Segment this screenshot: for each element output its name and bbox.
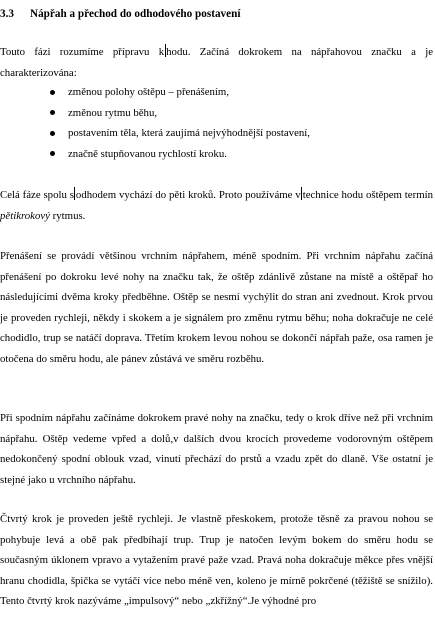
intro-text-end: hodu. Začíná dokrokem na nápřahovou značku a je charakterizována: [0,46,433,79]
carry-paragraph: Přenášení se provádí většinou vrchním nápřahem, méně spodním. Při vrchním nápřahu začíná přenášení po dokroku levé nohy na značku tak, že oštěp zdánlivě zůstane na místě a oštěpař ho následujícími dvěma kroky předběhne. Oštěp se nesmí vychýlit do stran ani zvednout. Krok prvou je proveden rychleji, někdy i skokem a je signálem pro změnu rytmu běhu; noha dokračuje ne celé chodidlo, trup se natáčí doprava. Třetím krokem levou nohou se dokončí nápřah paže, osa ramen je otočena do směru hodu, ale pánev zůstává ve směru rozběhu. [0,250,433,365]
intro-text-start: Touto fázi rozumíme přípravu k [0,46,165,58]
rhythm-text-1: Celá fáze spolu s [0,189,74,201]
section-title: Nápřah a přechod do odhodového postavení [30,8,241,20]
list-item: změnou polohy oštěpu – přenášením, [50,82,310,103]
underarm-paragraph: Při spodním nápřahu začínáme dokrokem pravé nohy na značku, tedy o krok dříve než při vrchním nápřahu. Oštěp vedeme vpřed a dolů,v dalších dvou krocích provedeme vodorovným oštěpem nedokončený spodní oblouk vzad, vinutí přechází do prstů a vzadu zpět do dlaně. Vše ostatní je stejné jako u vrchního nápřahu. [0,412,433,486]
rhythm-text-3: technice hodu oštěpem termín [302,189,433,201]
rhythm-paragraph [0,185,433,226]
characteristics-list [50,82,310,164]
section-heading [0,4,240,25]
list-item: postavením těla, která zaujímá nejvýhodnější postavení, [50,123,310,144]
list-item: změnou rytmu běhu, [50,103,310,124]
list-item: značně stupňovanou rychlostí kroku. [50,144,310,165]
rhythm-term: pětikrokový [0,209,50,222]
rhythm-text-4: rytmus. [52,209,86,222]
fourth-step-paragraph: Čtvrtý krok je proveden ještě rychleji. Je vlastně přeskokem, protože těsně za pravou nohou se pohybuje levá a obě pak předbíhají trup. Trup je natočen levým bokem do směru hodu se současným úklonem vpravo a vytažením pravé paže vzad. Pravá noha dokračuje měkce přes vnější hranu chodidla, špička se vytáčí více nebo méně ven, koleno je mírně pokrčené (těžiště se snížilo). Tento čtvrtý krok nazýváme „impulsový“ nebo „zkřížný“.Je výhodné pro [0,513,433,608]
intro-paragraph [0,42,433,83]
section-number: 3.3 [0,8,14,20]
rhythm-text-2: odhodem vychází do pěti kroků. Proto používáme v [75,189,301,201]
